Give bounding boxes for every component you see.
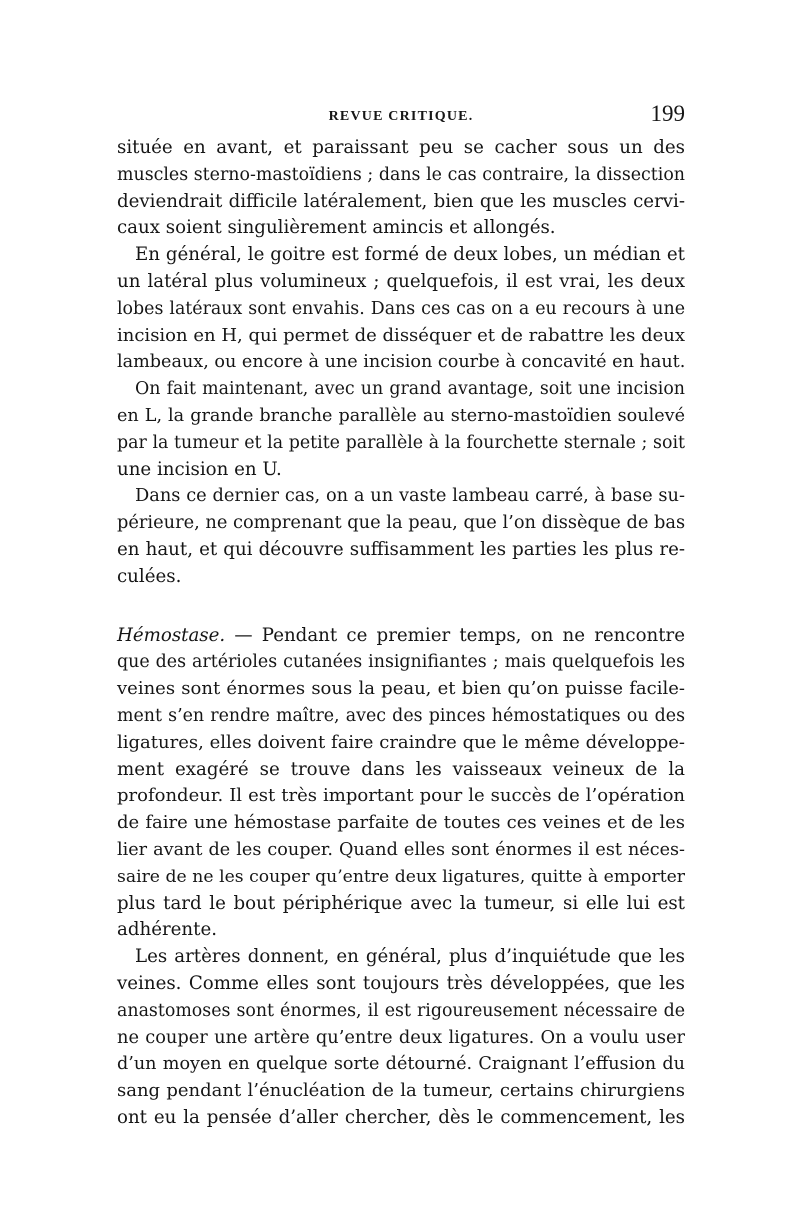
text-line: ne couper une artère qu’entre deux ligatures. On a voulu user <box>117 1026 685 1048</box>
text-line: anastomoses sont énormes, il est rigoureusement nécessaire de <box>117 1000 685 1021</box>
text-line: ment s’en rendre maître, avec des pinces hémostatiques ou des <box>117 705 685 726</box>
text-line: que des artérioles cutanées insignifiantes ; mais quelquefois les <box>117 652 685 673</box>
text-line: profondeur. Il est très important pour le succès de l’opération <box>117 785 685 807</box>
text-line: plus tard le bout périphérique avec la tumeur, si elle lui est <box>117 892 685 914</box>
text-line: veines sont énormes sous la peau, et bien qu’on puisse facile- <box>117 678 685 700</box>
text-line: ligatures, elles doivent faire craindre que le même développe- <box>117 731 685 753</box>
text-line: sang pendant l’énucléation de la tumeur, certains chirurgiens <box>117 1080 685 1102</box>
text-line: Dans ce dernier cas, on a un vaste lambeau carré, à base su- <box>135 485 685 507</box>
page-number: 199 <box>650 101 685 126</box>
text-line: par la tumeur et la petite parallèle à la fourchette sternale ; soit <box>117 432 685 453</box>
text-line: lier avant de les couper. Quand elles sont énormes il est néces- <box>117 839 685 860</box>
page-header <box>117 101 685 131</box>
body-text <box>117 135 685 1132</box>
text-line: en L, la grande branche parallèle au sterno-mastoïdien soulevé <box>117 405 685 426</box>
text-line: ment exagéré se trouve dans les vaisseaux veineux de la <box>117 758 685 780</box>
section-gap <box>117 591 685 623</box>
text-line: ont eu la pensée d’aller chercher, dès le commencement, les <box>117 1106 685 1128</box>
text-line: caux soient singulièrement amincis et allongés. <box>117 217 556 239</box>
text-line: Les artères donnent, en général, plus d’inquiétude que les <box>135 946 685 968</box>
text-line: veines. Comme elles sont toujours très développées, que les <box>117 972 685 994</box>
text-line: périeure, ne comprenant que la peau, que l’on dissèque de bas <box>117 512 686 534</box>
text-line: On fait maintenant, avec un grand avantage, soit une incision <box>135 379 685 400</box>
text-line: de faire une hémostase parfaite de toutes ces veines et de les <box>117 812 685 834</box>
text-line: en haut, et qui découvre suffisamment les parties les plus re- <box>117 538 685 560</box>
text-line: En général, le goitre est formé de deux lobes, un médian et <box>135 244 685 266</box>
text-line: située en avant, et paraissant peu se cacher sous un des <box>117 137 685 158</box>
text-fragment: — Pendant ce premier temps, on ne rencontre <box>225 624 685 646</box>
text-line: lambeaux, ou encore à une incision courbe à concavité en haut. <box>117 352 686 373</box>
text-line: culées. <box>117 565 182 587</box>
text-line: saire de ne les couper qu’entre deux ligatures, quitte à emporter <box>117 866 685 887</box>
text-line: incision en H, qui permet de disséquer et de rabattre les deux <box>117 324 685 346</box>
text-line: un latéral plus volumineux ; quelquefois, il est vrai, les deux <box>117 270 685 292</box>
text-line: une incision en U. <box>117 458 282 480</box>
text-line: muscles sterno-mastoïdiens ; dans le cas contraire, la dissection <box>117 164 685 185</box>
text-line: d’un moyen en quelque sorte détourné. Craignant l’effusion du <box>117 1054 685 1075</box>
text-line: deviendrait difficile latéralement, bien que les muscles cervi- <box>117 190 685 212</box>
section-heading: Hémostase. <box>117 624 226 646</box>
running-head: REVUE CRITIQUE. <box>328 109 474 124</box>
text-line: adhérente. <box>117 919 217 941</box>
text-line: lobes latéraux sont envahis. Dans ces cas on a eu recours à une <box>117 298 685 319</box>
section-first-line <box>117 623 685 650</box>
